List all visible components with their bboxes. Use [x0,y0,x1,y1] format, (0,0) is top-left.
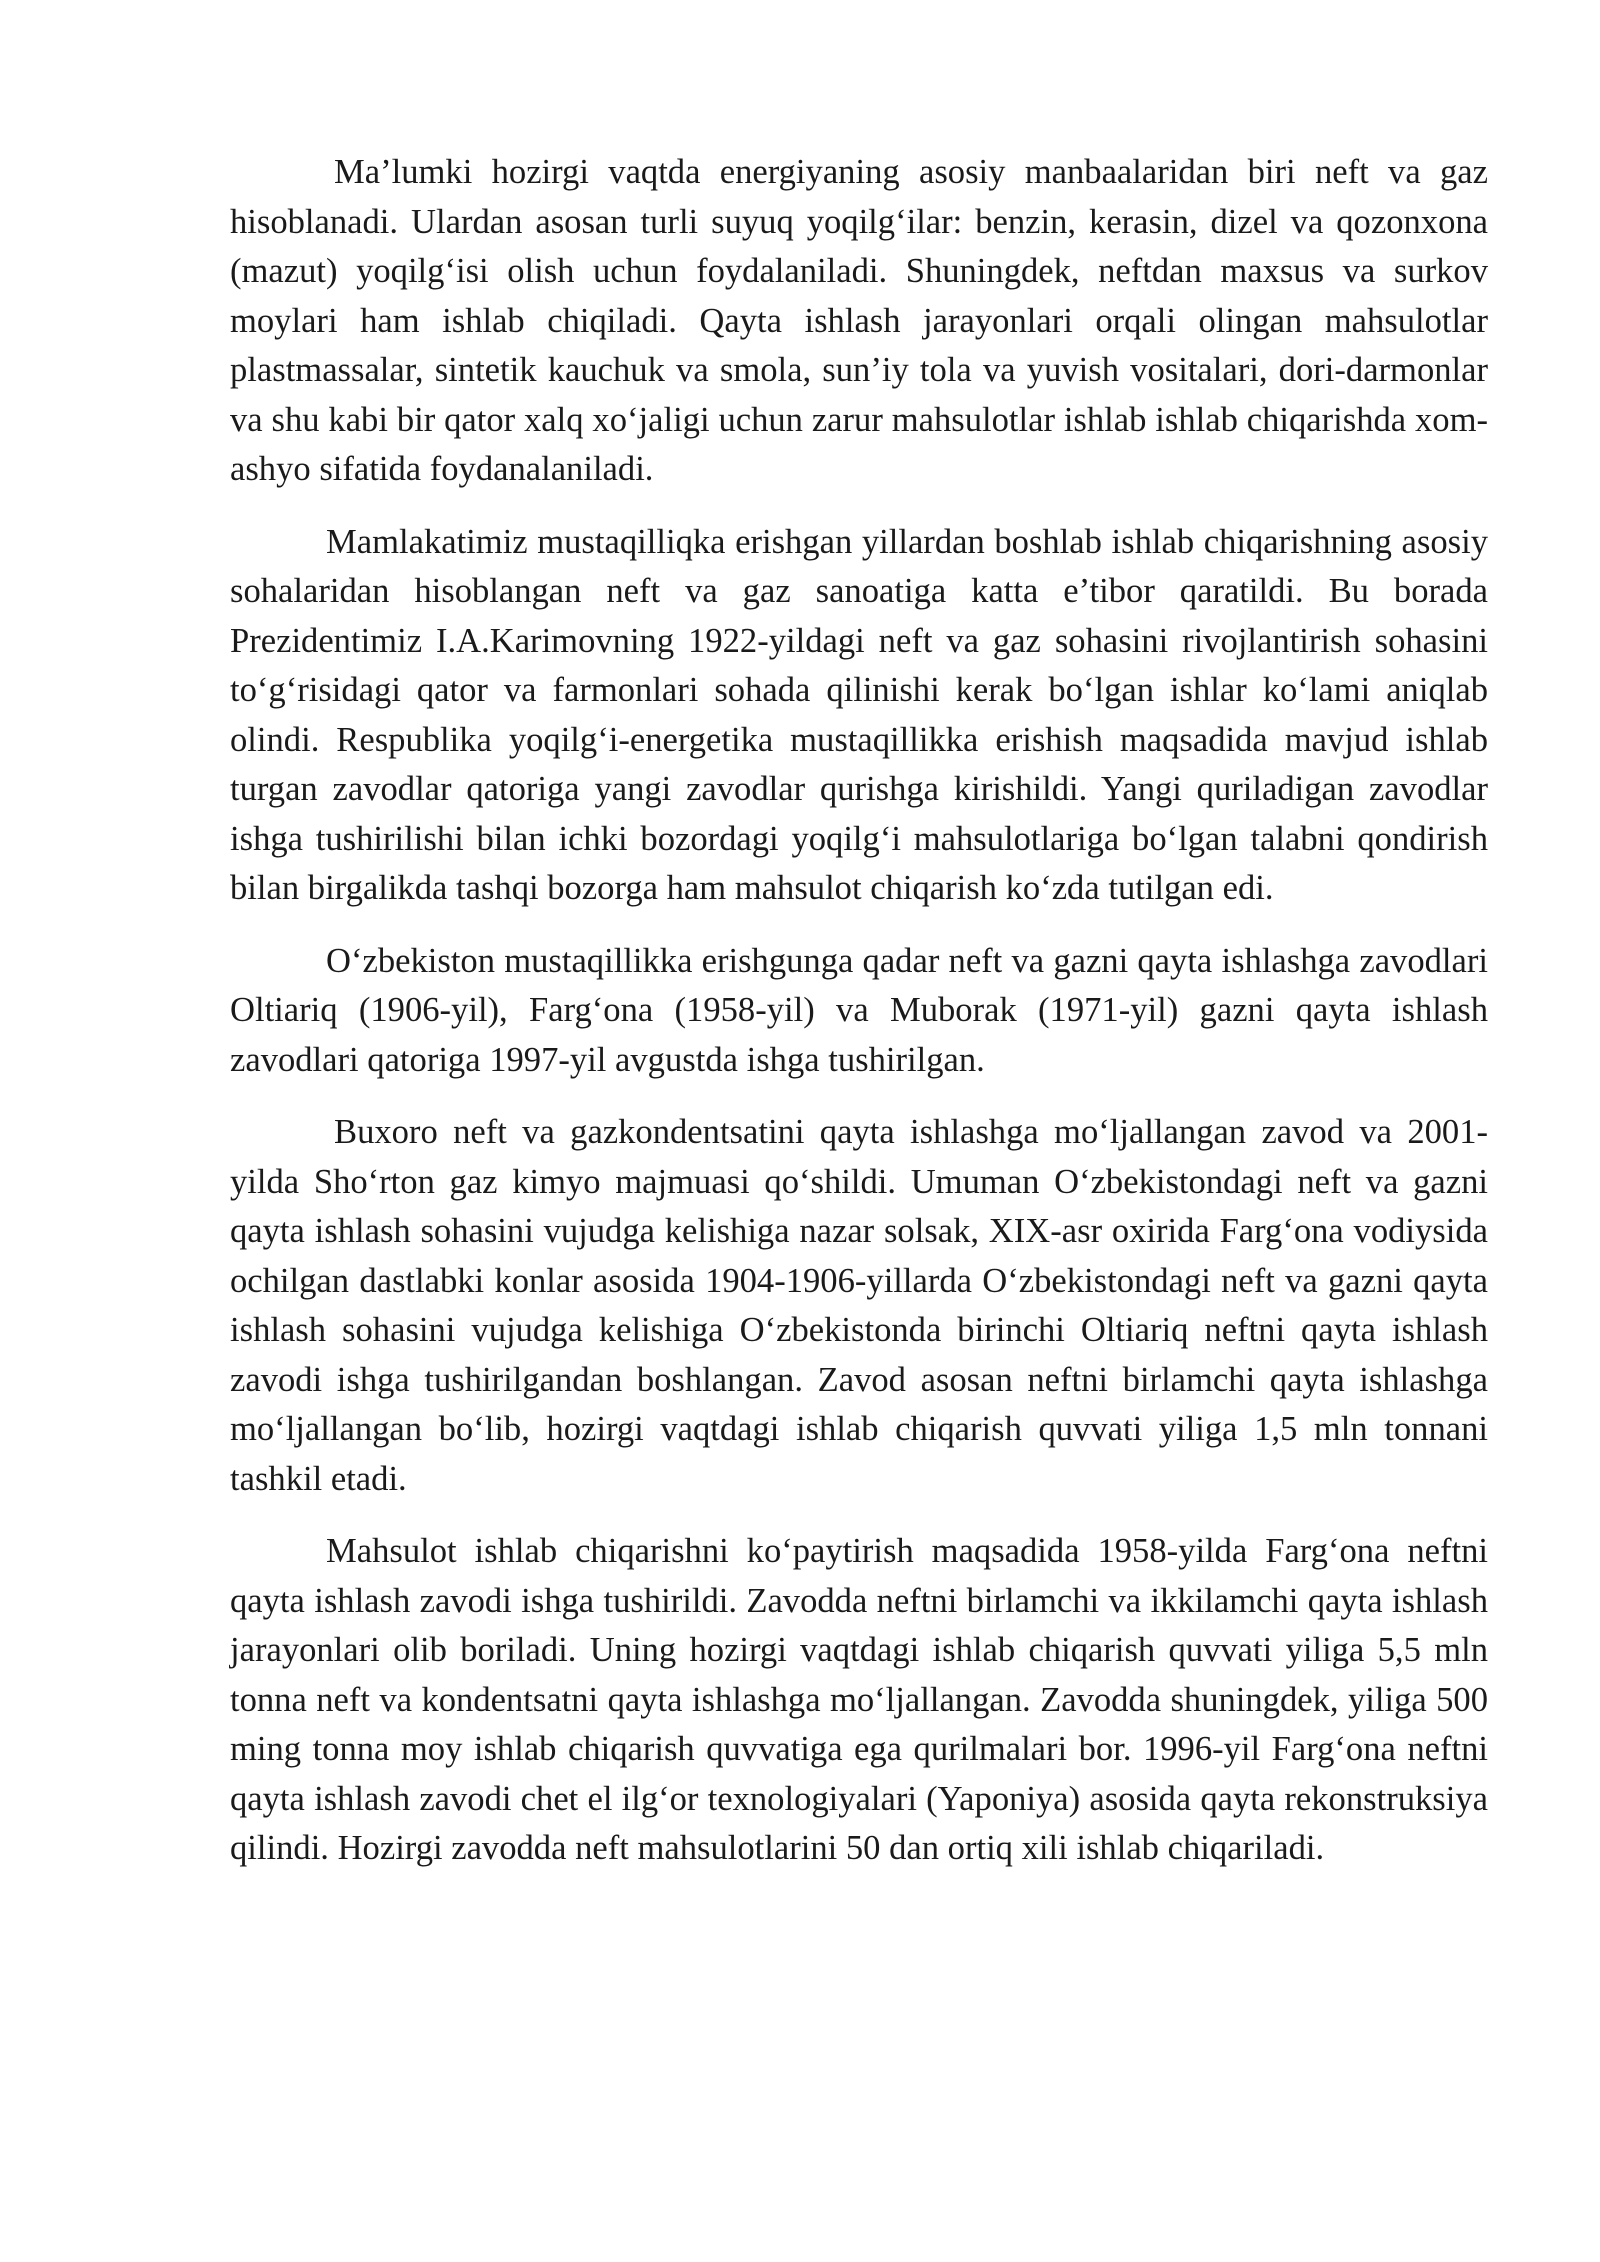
paragraph-energy-sources: Ma’lumki hozirgi vaqtda energiyaning asosiy manbaalaridan biri neft va gaz hisoblanadi. Ulardan asosan turli suyuq yoqilg‘ilar: benzin, kerasin, dizel va qozonxona (mazut) yoqilg‘isi olish uchun foydalaniladi. Shuningdek, neftdan maxsus va surkov moylari ham ishlab chiqiladi. Qayta ishlash jarayonlari orqali olingan mahsulotlar plastmassalar, sintetik kauchuk va smola, sun’iy tola va yuvish vositalari, dori-darmonlar va shu kabi bir qator xalq xo‘jaligi uchun zarur mahsulotlar ishlab ishlab chiqarishda xom-ashyo sifatida foydanalaniladi. [230,153,1488,488]
paragraph-fergana-refinery: Mahsulot ishlab chiqarishni ko‘paytirish maqsadida 1958-yilda Farg‘ona neftni qayta ishlash zavodi ishga tushirildi. Zavodda neftni birlamchi va ikkilamchi qayta ishlash jarayonlari olib boriladi. Uning hozirgi vaqtdagi ishlab chiqarish quvvati yiliga 5,5 mln tonna neft va kondentsatni qayta ishlashga mo‘ljallangan. Zavodda shuningdek, yiliga 500 ming tonna moy ishlab chiqarish quvvatiga ega qurilmalari bor. 1996-yil Farg‘ona neftni qayta ishlash zavodi chet el ilg‘or texnologiyalari (Yaponiya) asosida qayta rekonstruksiya qilindi. Hozirgi zavodda neft mahsulotlarini 50 dan ortiq xili ishlab chiqariladi. [230,1532,1488,1867]
paragraph-bukhara-shorton: Buxoro neft va gazkondentsatini qayta ishlashga mo‘ljallangan zavod va 2001-yilda Sho‘rton gaz kimyo majmuasi qo‘shildi. Umuman O‘zbekistondagi neft va gazni qayta ishlash sohasini vujudga kelishiga nazar solsak, XIX-asr oxirida Farg‘ona vodiysida ochilgan dastlabki konlar asosida 1904-1906-yillarda O‘zbekistondagi neft va gazni qayta ishlash sohasini vujudga kelishiga O‘zbekistonda birinchi Oltiariq neftni qayta ishlash zavodi ishga tushirilgandan boshlangan. Zavod asosan neftni birlamchi qayta ishlashga mo‘ljallangan bo‘lib, hozirgi vaqtdagi ishlab chiqarish quvvati yiliga 1,5 mln tonnani tashkil etadi. [230,1113,1488,1498]
paragraph-refineries-list: O‘zbekiston mustaqillikka erishgunga qadar neft va gazni qayta ishlashga zavodlari Oltiariq (1906-yil), Farg‘ona (1958-yil) va Muborak (1971-yil) gazni qayta ishlash zavodlari qatoriga 1997-yil avgustda ishga tushirilgan. [230,941,1488,1079]
document-body [230,148,1488,1897]
paragraph-independence-industry: Mamlakatimiz mustaqilliqka erishgan yillardan boshlab ishlab chiqarishning asosiy sohalaridan hisoblangan neft va gaz sanoatiga katta e’tibor qaratildi. Bu borada Prezidentimiz I.A.Karimovning 1922-yildagi neft va gaz sohasini rivojlantirish sohasini to‘g‘risidagi qator va farmonlari sohada qilinishi kerak bo‘lgan ishlar ko‘lami aniqlab olindi. Respublika yoqilg‘i-energetika mustaqillikka erishish maqsadida mavjud ishlab turgan zavodlar qatoriga yangi zavodlar qurishga kirishildi. Yangi quriladigan zavodlar ishga tushirilishi bilan ichki bozordagi yoqilg‘i mahsulotlariga bo‘lgan talabni qondirish bilan birgalikda tashqi bozorga ham mahsulot chiqarish ko‘zda tutilgan edi. [230,522,1488,907]
